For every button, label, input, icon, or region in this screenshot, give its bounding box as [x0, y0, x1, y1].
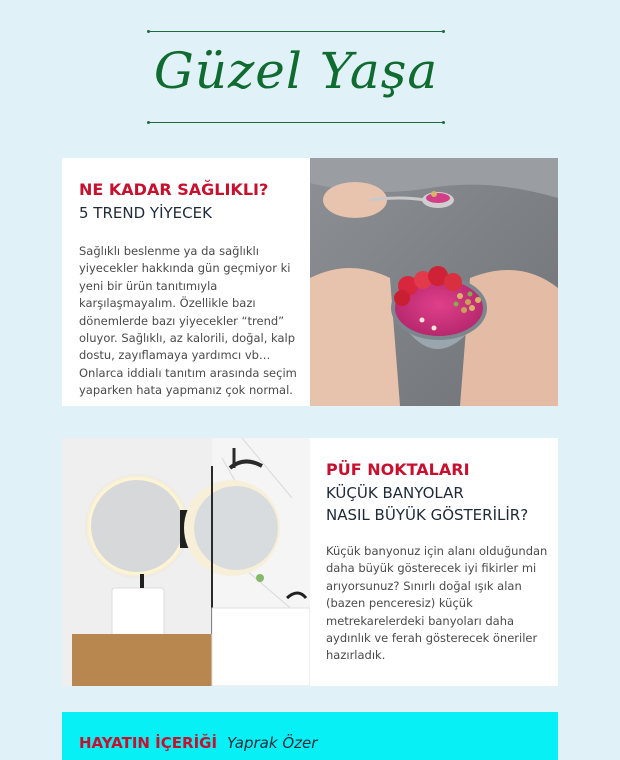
section-banner[interactable] [62, 712, 558, 760]
bathroom-photo[interactable] [62, 438, 310, 686]
article-body: Küçük banyonuz için alanı olduğundan daha büyük gösterecek iyi fikirler mi arıyorsunuz? Sınırlı doğal ışık alan (bazen penceresiz) küçük metrekarelerdeki banyoları daha aydınlık ve ferah gösterecek öneriler hazırladık. [326, 544, 548, 663]
article-text [326, 460, 554, 665]
rule-end-dot [147, 30, 150, 33]
smoothie-bowl-photo[interactable] [310, 158, 558, 406]
masthead-title: Güzel Yaşa [153, 42, 439, 100]
section-label: HAYATIN İÇERİĞİ [79, 734, 218, 752]
masthead-bottom-rule [148, 122, 444, 123]
rule-end-dot [442, 121, 445, 124]
article-headline[interactable] [326, 482, 554, 526]
rule-end-dot [442, 30, 445, 33]
article-card-small-bathrooms[interactable] [62, 438, 558, 686]
article-headline[interactable] [79, 202, 307, 224]
article-body: Sağlıklı beslenme ya da sağlıklı yiyecekler hakkında gün geçmiyor ki yeni bir ürün tanıtımıyla karşılaşmayalım. Özellikle bazı dönemlerde bazı yiyecekler “trend” oluyor. Sağlıklı, az kalorili, doğal, kalp dostu, zayıflamaya yardımcı vb… Onlarca iddialı tanıtım arasında seçim yaparken hata yapmanız çok normal. [79, 244, 297, 398]
article-card-healthy-food[interactable] [62, 158, 558, 406]
masthead [148, 28, 444, 128]
masthead-top-rule [148, 31, 444, 32]
headline-line: 5 TREND YİYECEK [79, 204, 212, 222]
headline-line: KÜÇÜK BANYOLAR [326, 484, 464, 502]
rule-end-dot [147, 121, 150, 124]
author-name: Yaprak Özer [227, 734, 318, 752]
article-text [79, 180, 307, 400]
headline-line: NASIL BÜYÜK GÖSTERİLİR? [326, 506, 529, 524]
article-kicker: NE KADAR SAĞLIKLI? [79, 180, 269, 199]
article-kicker: PÜF NOKTALARI [326, 460, 470, 479]
